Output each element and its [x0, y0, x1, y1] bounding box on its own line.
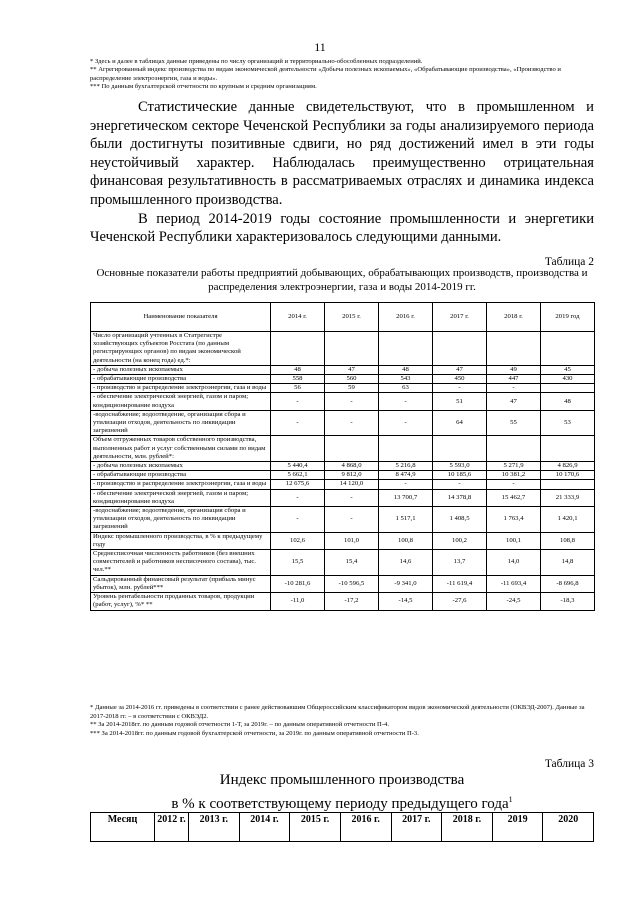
table2-cell: -10 281,6: [271, 575, 325, 592]
table2-cell: -9 341,0: [379, 575, 433, 592]
table2-row-label: - добыча полезных ископаемых: [91, 462, 271, 471]
table2-row-label: Среднесписочная численность работников (без внешних совместителей и работников несписочного состава), тыс. чел.**: [91, 550, 271, 576]
table2-row: [91, 471, 595, 480]
table2-row-label: Объем отгруженных товаров собственного производства, выполненных работ и услуг собственными силами по видам деятельности, млн. рублей*:: [91, 436, 271, 462]
table2-cell: 59: [325, 384, 379, 393]
table2-cell: 12 675,6: [271, 480, 325, 489]
table2-cell: [433, 436, 487, 462]
table2-cell: 5 440,4: [271, 462, 325, 471]
table3-year-header: 2015 г.: [290, 813, 341, 842]
table2-cell: 100,8: [379, 532, 433, 549]
table2-cell: 13,7: [433, 550, 487, 576]
table2: [90, 302, 595, 611]
table2-cell: -: [487, 384, 541, 393]
table2-cell: 53: [541, 410, 595, 436]
table2-row: [91, 393, 595, 410]
paragraph: В период 2014-2019 годы состояние промышленности и энергетики Чеченской Республики характеризовалось следующими данными.: [90, 210, 594, 246]
table3-title-line: Индекс промышленного производства: [219, 772, 465, 788]
bottom-footnotes: [90, 704, 594, 738]
table2-row-label: - обеспечение электрической энергией, газом и паром; кондиционирование воздуха: [91, 393, 271, 410]
table2-cell: [325, 332, 379, 366]
table2-cell: 10 381,2: [487, 471, 541, 480]
table2-body: [91, 332, 595, 611]
table2-cell: -11,0: [271, 593, 325, 610]
table2-cell: [487, 436, 541, 462]
table2-cell: -: [271, 489, 325, 506]
table2-cell: 14,6: [379, 550, 433, 576]
table2-cell: [541, 384, 595, 393]
table2-cell: 1 420,1: [541, 507, 595, 533]
table2-row: [91, 480, 595, 489]
footnote: * Здесь и далее в таблицах данные приведены по числу организаций и территориально-обособленных подразделений.: [90, 58, 423, 65]
table2-cell: 48: [379, 365, 433, 374]
table2-row: [91, 384, 595, 393]
table2-cell: 14,8: [541, 550, 595, 576]
table2-row: [91, 507, 595, 533]
table2-cell: 51: [433, 393, 487, 410]
table2-cell: 100,1: [487, 532, 541, 549]
table2-cell: 14 378,8: [433, 489, 487, 506]
table2-row-label: - производство и распределение электроэнергии, газа и воды: [91, 480, 271, 489]
table2-row: [91, 550, 595, 576]
paragraph: Статистические данные свидетельствуют, что в промышленном и энергетическом секторе Чеченской Республики за годы анализируемого периода были достигнуты позитивные сдвиги, но ряд достижений имел в эти годы неустойчивый характер. Наблюдалась преимущественно отрицательная финансовая результативность в рассматриваемых отраслях и динамика индекса промышленного производства.: [90, 99, 594, 208]
table2-cell: [325, 436, 379, 462]
table3-title: [90, 770, 594, 814]
table3-year-header: 2016 г.: [340, 813, 391, 842]
table2-cell: [541, 480, 595, 489]
table2-header-row: [91, 303, 595, 332]
footnote: *** По данным бухгалтерской отчетности по крупным и средним организациям.: [90, 83, 317, 91]
table2-header-cell: 2015 г.: [325, 303, 379, 332]
table2-cell: -: [433, 480, 487, 489]
table2-cell: 5 271,9: [487, 462, 541, 471]
table2-cell: -: [325, 507, 379, 533]
table2-cell: -27,6: [433, 593, 487, 610]
table2-row-label: - добыча полезных ископаемых: [91, 365, 271, 374]
table2-row-label: Сальдированный финансовый результат (прибыль минус убыток), млн. рублей***: [91, 575, 271, 592]
table2-cell: -10 596,5: [325, 575, 379, 592]
table2-cell: 48: [541, 393, 595, 410]
table2-cell: -11 619,4: [433, 575, 487, 592]
table2-cell: [379, 332, 433, 366]
table2-cell: [487, 332, 541, 366]
table2-header-cell: 2018 г.: [487, 303, 541, 332]
table2-cell: 4 868,0: [325, 462, 379, 471]
table2-cell: 5 216,8: [379, 462, 433, 471]
table2-cell: -: [325, 393, 379, 410]
table2-cell: 63: [379, 384, 433, 393]
table2-cell: -: [379, 480, 433, 489]
table2-row: [91, 462, 595, 471]
table2-cell: 48: [271, 365, 325, 374]
table2-row-label: Индекс промышленного производства, в % к предыдущему году: [91, 532, 271, 549]
table2-cell: -18,3: [541, 593, 595, 610]
table2-cell: 21 333,9: [541, 489, 595, 506]
table2-cell: 15,5: [271, 550, 325, 576]
table2-cell: [379, 436, 433, 462]
table2-cell: 49: [487, 365, 541, 374]
table2-cell: 1 763,4: [487, 507, 541, 533]
table2-cell: 55: [487, 410, 541, 436]
table2-row: [91, 365, 595, 374]
table3-year-header: 2020: [543, 813, 594, 842]
table2-header-cell: 2019 год: [541, 303, 595, 332]
table2-cell: 100,2: [433, 532, 487, 549]
footnote: * Данные за 2014-2016 гг. приведены в соответствии с ранее действовавшим Общероссийским классификатором видов экономической деятельности (ОКВЭД-2007). Данные за 2017-2018 гг. – в соответствии с ОКВЭД2.: [90, 704, 585, 720]
table2-cell: 101,0: [325, 532, 379, 549]
body-text: [90, 98, 594, 247]
table2-cell: -: [433, 384, 487, 393]
table2-cell: 108,8: [541, 532, 595, 549]
table2-cell: 5 593,0: [433, 462, 487, 471]
table3-year-header: 2018 г.: [442, 813, 493, 842]
table2-cell: -: [325, 410, 379, 436]
table2-cell: 1 408,5: [433, 507, 487, 533]
table2-row-label: -водоснабжение; водоотведение, организация сбора и утилизации отходов, деятельность по ликвидации загрязнений: [91, 410, 271, 436]
table2-cell: 15 462,7: [487, 489, 541, 506]
table2-cell: -14,5: [379, 593, 433, 610]
table2-cell: 450: [433, 375, 487, 384]
table2-cell: -: [325, 489, 379, 506]
table2-cell: 102,6: [271, 532, 325, 549]
table2-cell: 47: [487, 393, 541, 410]
table2-row-label: -водоснабжение; водоотведение, организация сбора и утилизации отходов, деятельность по ликвидации загрязнений: [91, 507, 271, 533]
table3-year-header: 2017 г.: [391, 813, 442, 842]
table3-title-text: в % к соответствующему периоду предыдущего года: [171, 796, 509, 812]
footnote-mark: 1: [508, 795, 513, 804]
table2-cell: -11 693,4: [487, 575, 541, 592]
table3-year-header: 2012 г.: [155, 813, 189, 842]
table2-cell: [541, 436, 595, 462]
table3: [90, 812, 594, 842]
table2-row-label: - обрабатывающие производства: [91, 375, 271, 384]
table2-cell: -: [271, 393, 325, 410]
table2-row: [91, 593, 595, 610]
table2-number: Таблица 2: [544, 256, 594, 268]
table3-number: Таблица 3: [544, 758, 594, 770]
table3-year-header: 2014 г.: [239, 813, 290, 842]
table2-cell: 9 812,0: [325, 471, 379, 480]
table2-cell: -8 696,8: [541, 575, 595, 592]
footnote: ** За 2014-2018гг. по данным годовой отчетности 1-Т, за 2019г. – по данным оперативной отчетности П-4.: [90, 721, 389, 729]
table2-cell: 64: [433, 410, 487, 436]
table2-cell: -: [271, 410, 325, 436]
table2-header-cell: 2017 г.: [433, 303, 487, 332]
table2-row-label: - обрабатывающие производства: [91, 471, 271, 480]
footnote: *** За 2014-2018гг. по данным годовой бухгалтерской отчетности, за 2019г. по данным оперативной отчетности П-3.: [90, 729, 419, 737]
table2-cell: 447: [487, 375, 541, 384]
table2-row-label: Число организаций учтенных в Статрегистре хозяйствующих субъектов Росстата (по данным регистрирующих органов) по видам экономической деятельности (на конец года) ед.*:: [91, 332, 271, 366]
table3-year-header: 2019: [492, 813, 543, 842]
table2-cell: [541, 332, 595, 366]
table2-row-label: - производство и распределение электроэнергии, газа и воды: [91, 384, 271, 393]
table2-row: [91, 332, 595, 366]
table2-cell: -: [271, 507, 325, 533]
table2-cell: -24,5: [487, 593, 541, 610]
table2-row-label: - обеспечение электрической энергией, газом и паром; кондиционирование воздуха: [91, 489, 271, 506]
table3-title-line: [90, 790, 594, 814]
table2-cell: -17,2: [325, 593, 379, 610]
table2-cell: 56: [271, 384, 325, 393]
table2-cell: 1 517,1: [379, 507, 433, 533]
table2-cell: -: [379, 393, 433, 410]
table2-cell: [433, 332, 487, 366]
page-number: 11: [314, 40, 326, 54]
table2-cell: 10 185,6: [433, 471, 487, 480]
table3-month-header: Месяц: [91, 813, 155, 842]
table2-title: Основные показатели работы предприятий добывающих, обрабатывающих производств, производства и распределения электроэнергии, газа и воды 2014-2019 гг.: [96, 267, 588, 293]
table2-cell: [271, 436, 325, 462]
table2-cell: 13 700,7: [379, 489, 433, 506]
table2-row: [91, 489, 595, 506]
footnote: ** Агрегированный индекс производства по видам экономической деятельности «Добыча полезных ископаемых», «Обрабатывающие производства», «Производство и распределение электроэнергии, газа и воды».: [90, 66, 561, 82]
table2-cell: 430: [541, 375, 595, 384]
table2-cell: -: [379, 410, 433, 436]
table2-cell: 47: [433, 365, 487, 374]
table2-cell: 45: [541, 365, 595, 374]
table2-cell: -: [487, 480, 541, 489]
table2-row: [91, 410, 595, 436]
top-footnotes: [90, 58, 590, 92]
table2-cell: 8 474,9: [379, 471, 433, 480]
table2-cell: [271, 332, 325, 366]
table2-header-cell: 2016 г.: [379, 303, 433, 332]
table2-cell: 10 170,6: [541, 471, 595, 480]
table2-row-label: Уровень рентабельности проданных товаров, продукции (работ, услуг), %* **: [91, 593, 271, 610]
table2-row: [91, 436, 595, 462]
table3-header-row: [91, 813, 594, 842]
table2-cell: 4 826,9: [541, 462, 595, 471]
table2-row: [91, 532, 595, 549]
table2-cell: 47: [325, 365, 379, 374]
table2-cell: 543: [379, 375, 433, 384]
table2-header-cell: Наименование показателя: [91, 303, 271, 332]
table2-cell: 15,4: [325, 550, 379, 576]
table2-cell: 558: [271, 375, 325, 384]
table2-row: [91, 575, 595, 592]
table3-year-header: 2013 г.: [189, 813, 240, 842]
table2-cell: 5 662,1: [271, 471, 325, 480]
table2-cell: 14 120,0: [325, 480, 379, 489]
table2-header-cell: 2014 г.: [271, 303, 325, 332]
table2-row: [91, 375, 595, 384]
table2-cell: 14,0: [487, 550, 541, 576]
table2-cell: 560: [325, 375, 379, 384]
